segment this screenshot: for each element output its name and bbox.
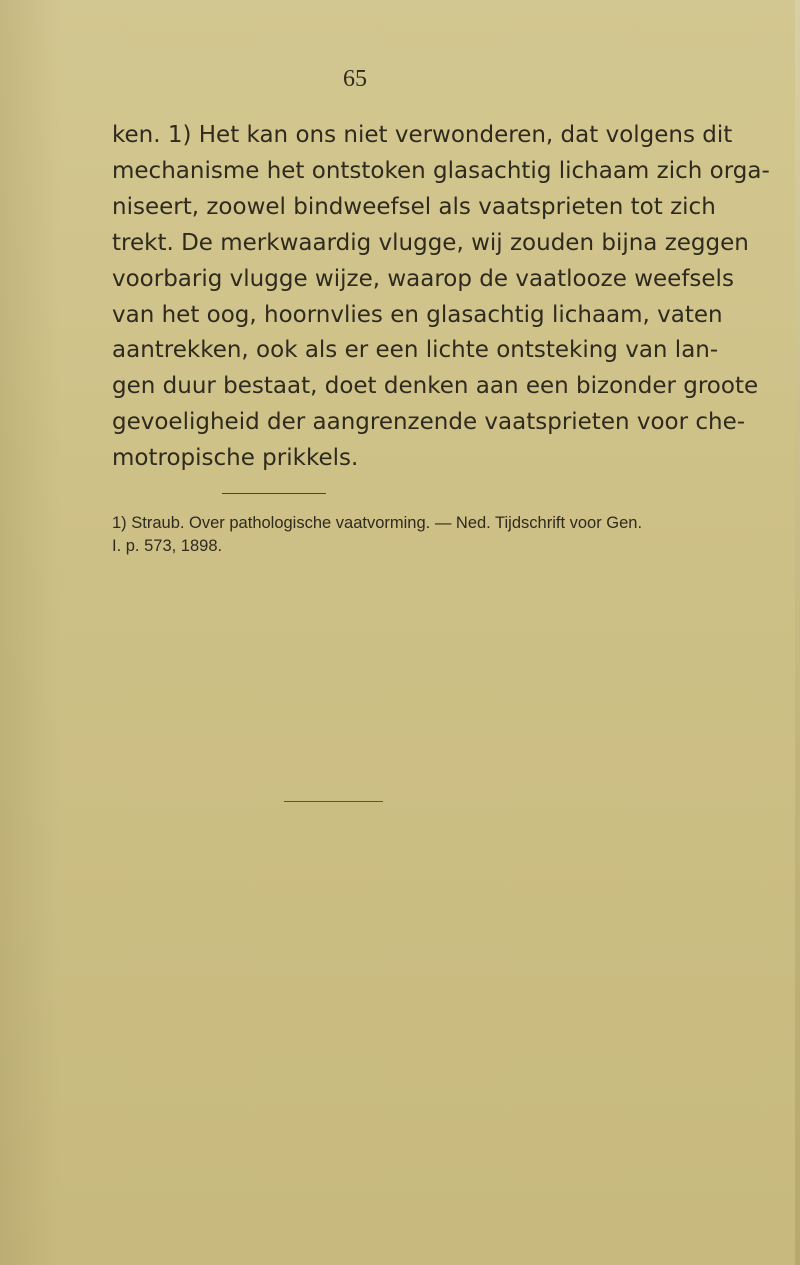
footnote [112,512,642,558]
end-rule [284,801,383,802]
body-line: gen duur bestaat, doet denken aan een bizonder groote [112,373,759,400]
footnote-divider [222,493,326,494]
page-edge [795,0,800,1265]
footnote-line: I. p. 573, 1898. [112,537,223,555]
body-line: ken. 1) Het kan ons niet verwonderen, dat volgens dit [112,122,733,148]
body-paragraph [112,118,770,477]
page-number: 65 [343,66,367,92]
gutter-shadow [0,0,60,1265]
body-line: trekt. De merkwaardig vlugge, wij zouden bijna zeggen [112,229,749,256]
footnote-line: 1) Straub. Over pathologische vaatvorming. — Ned. Tijdschrift voor Gen. [112,514,643,532]
body-line: niseert, zoowel bindweefsel als vaatsprieten tot zich [112,193,716,220]
body-line: gevoeligheid der aangrenzende vaatsprieten voor che- [112,409,746,436]
body-line: motropische prikkels. [112,445,359,472]
body-line: mechanisme het ontstoken glasachtig lichaam zich orga- [112,157,770,184]
body-line: voorbarig vlugge wijze, waarop de vaatlooze weefsels [112,265,734,292]
body-line: van het oog, hoornvlies en glasachtig lichaam, vaten [112,301,723,328]
body-line: aantrekken, ook als er een lichte ontsteking van lan- [112,337,719,364]
